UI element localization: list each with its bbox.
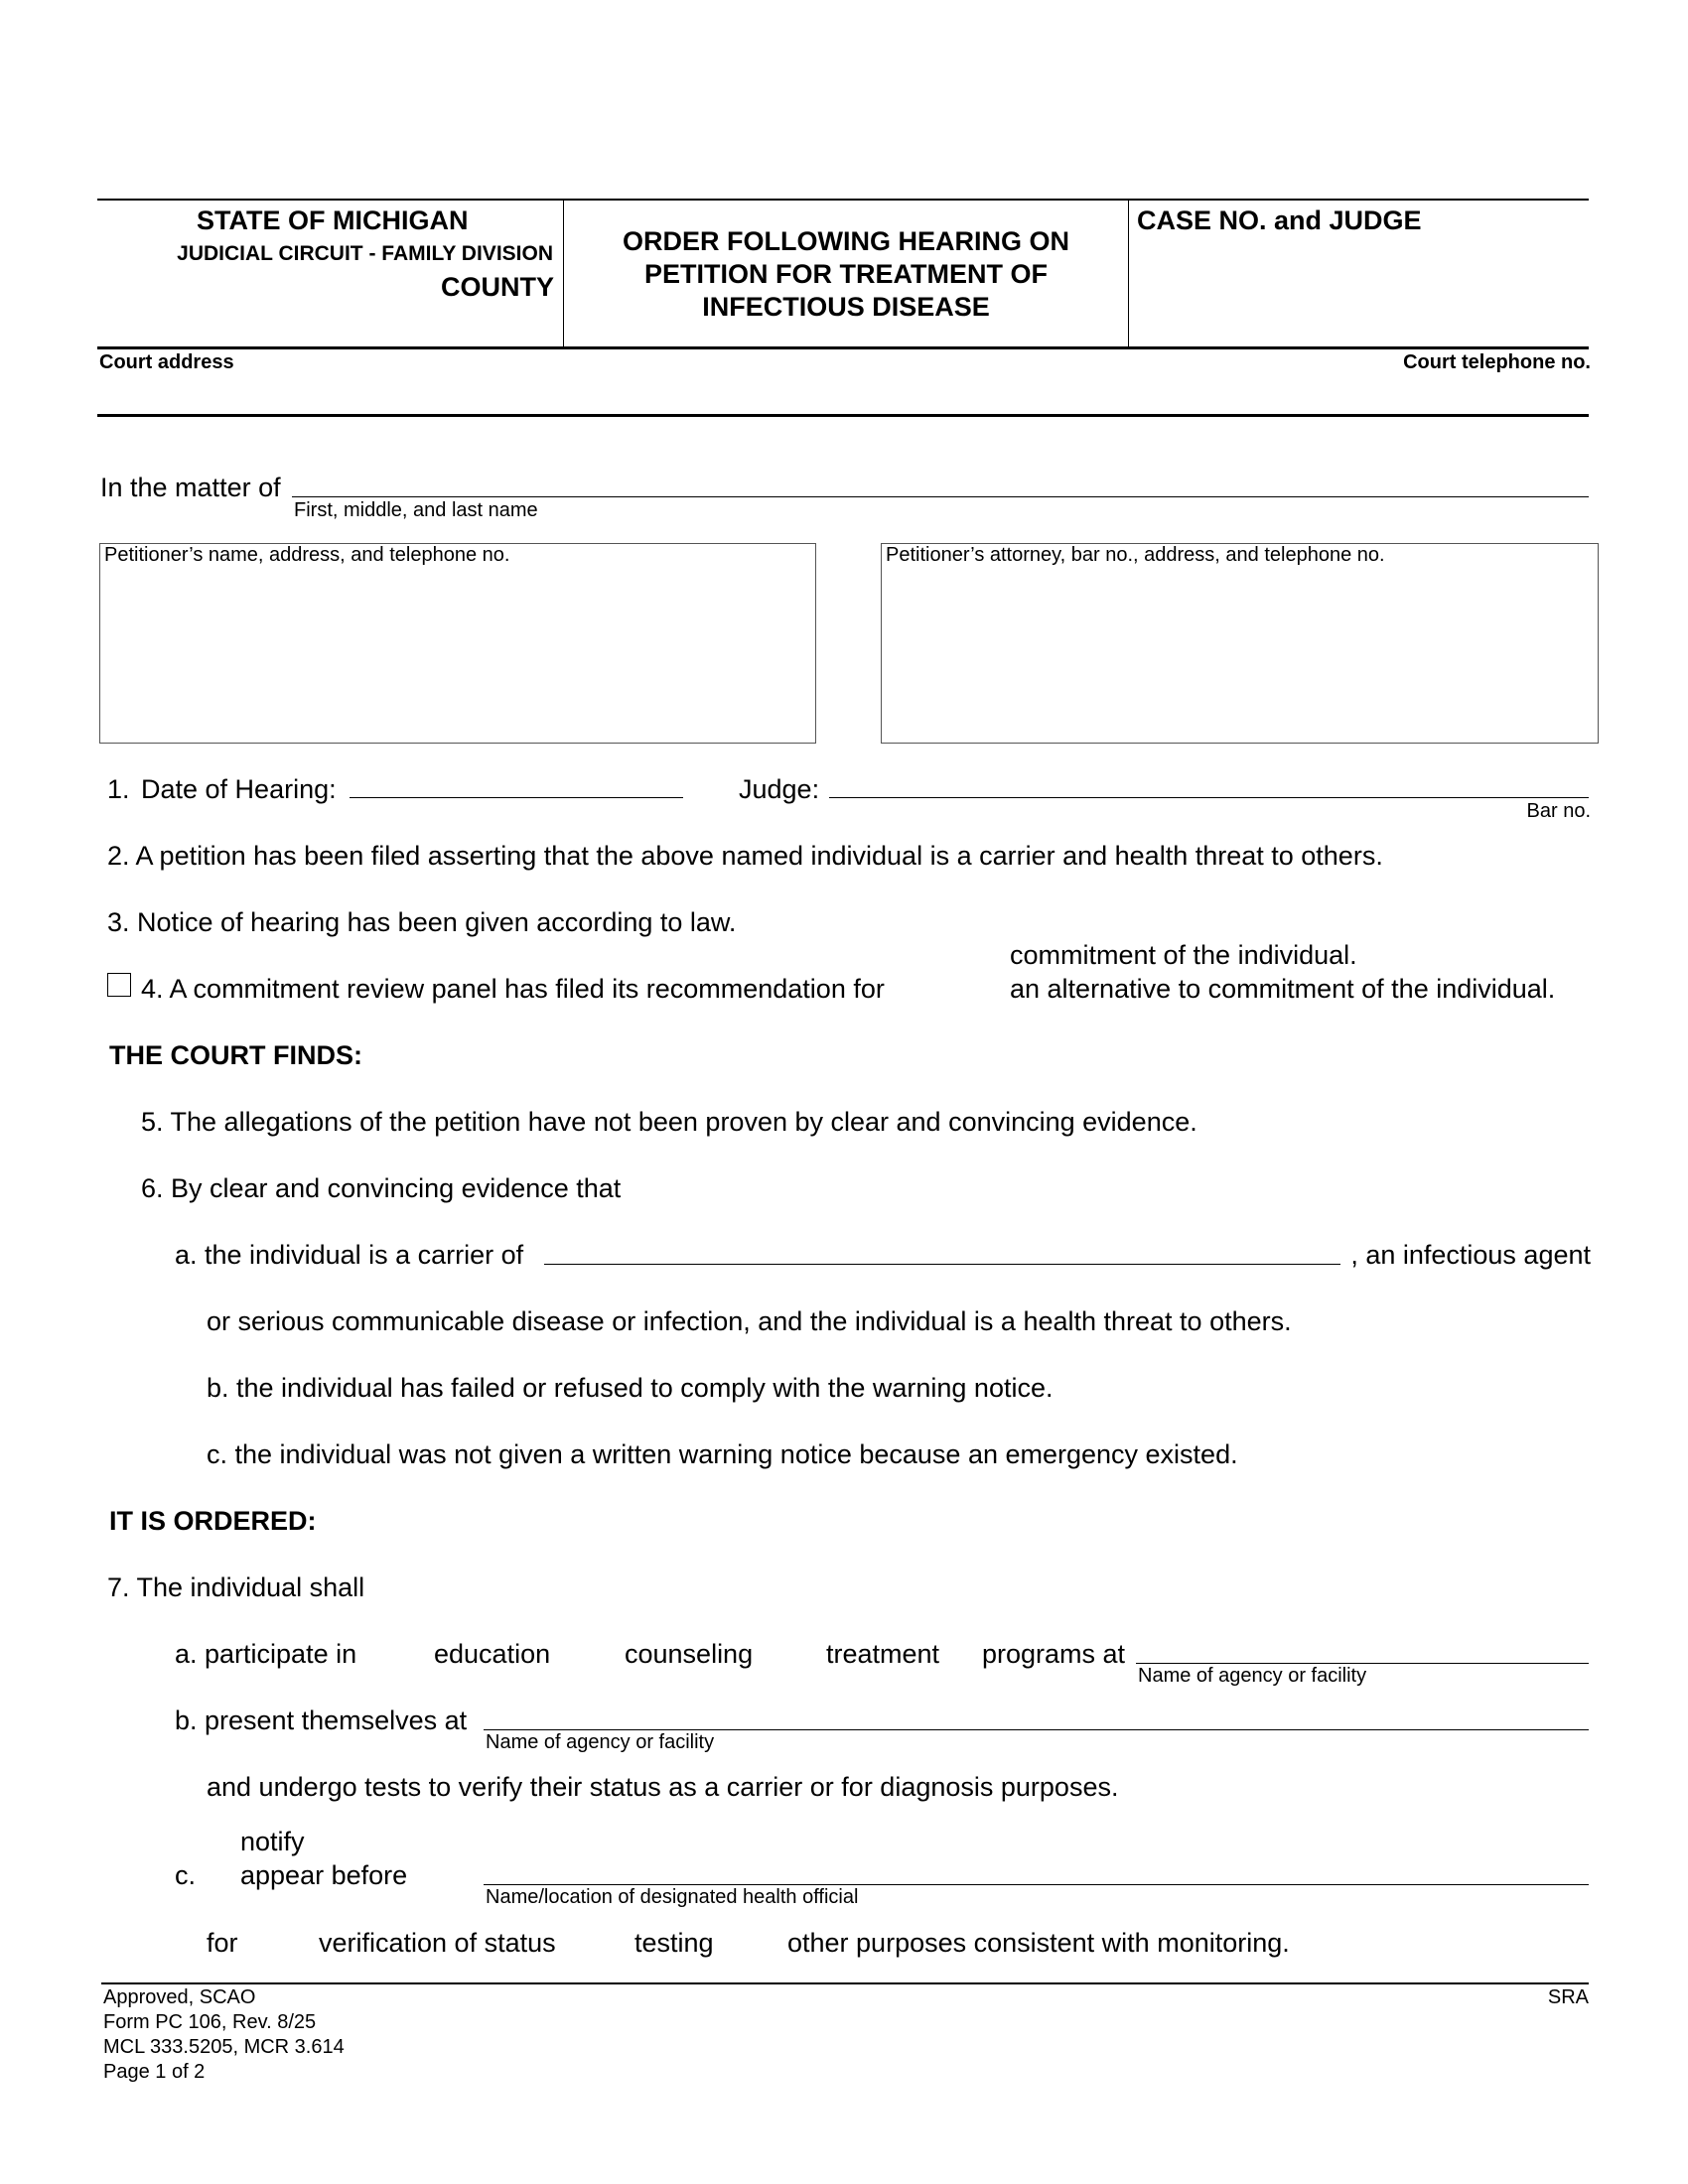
option-verification[interactable]: verification of status: [319, 1928, 556, 1958]
item-4-checkbox[interactable]: [107, 973, 131, 997]
health-official-caption: Name/location of designated health official: [486, 1886, 859, 1908]
petitioner-info-label: Petitioner’s name, address, and telephone no.: [104, 544, 510, 566]
footer-statute: MCL 333.5205, MCR 3.614: [103, 2036, 345, 2058]
item-7a-text: a. participate in: [175, 1639, 357, 1669]
option-counseling[interactable]: counseling: [625, 1639, 754, 1669]
item-7b-continued: and undergo tests to verify their status as a carrier or for diagnosis purposes.: [207, 1772, 1119, 1802]
footer-page-number: Page 1 of 2: [103, 2061, 206, 2083]
footer-form-number: Form PC 106, Rev. 8/25: [103, 2011, 317, 2033]
footer-sra: SRA: [1547, 1986, 1589, 2008]
item-7a-end: programs at: [982, 1639, 1126, 1669]
court-finds-heading: THE COURT FINDS:: [109, 1040, 362, 1070]
item-6c-text: c. the individual was not given a written warning notice because an emergency existed.: [207, 1439, 1238, 1469]
item-1-number: 1.: [107, 774, 130, 804]
item-4-text: 4. A commitment review panel has filed its recommendation for: [141, 974, 885, 1004]
infectious-agent-field[interactable]: [544, 1264, 1340, 1265]
ordered-heading: IT IS ORDERED:: [109, 1506, 317, 1536]
item-4-option-commitment[interactable]: commitment of the individual.: [1010, 940, 1357, 970]
item-6a-text: a. the individual is a carrier of: [175, 1240, 524, 1270]
option-appear-before[interactable]: appear before: [240, 1860, 408, 1890]
item-5-text: 5. The allegations of the petition have not been proven by clear and convincing evidence.: [141, 1107, 1197, 1137]
item-3-text: 3. Notice of hearing has been given according to law.: [107, 907, 737, 937]
health-official-field[interactable]: [484, 1884, 1589, 1885]
matter-label: In the matter of: [100, 473, 281, 502]
item-7c-for: for: [207, 1928, 238, 1958]
header-bottom-rule: [97, 346, 1589, 349]
program-agency-caption: Name of agency or facility: [1138, 1665, 1367, 1687]
footer-approved: Approved, SCAO: [103, 1986, 256, 2008]
court-address-rule: [97, 414, 1589, 417]
item-2-text: 2. A petition has been filed asserting that the above named individual is a carrier and health threat to others.: [107, 841, 1383, 871]
option-testing[interactable]: testing: [634, 1928, 714, 1958]
footer-rule: [101, 1982, 1589, 1984]
item-7b-text: b. present themselves at: [175, 1706, 468, 1735]
form-title-line-1: ORDER FOLLOWING HEARING ON: [623, 226, 1069, 256]
matter-name-field[interactable]: [292, 496, 1589, 497]
test-agency-caption: Name of agency or facility: [486, 1731, 715, 1753]
attorney-info-label: Petitioner’s attorney, bar no., address, and telephone no.: [886, 544, 1385, 566]
program-agency-field[interactable]: [1136, 1663, 1589, 1664]
test-agency-field[interactable]: [484, 1729, 1589, 1730]
petitioner-info-box[interactable]: [99, 543, 816, 744]
judge-label: Judge:: [739, 774, 820, 804]
county-label: COUNTY: [441, 272, 554, 302]
judge-field[interactable]: [829, 797, 1589, 798]
form-title-line-3: INFECTIOUS DISEASE: [702, 292, 990, 322]
state-name: STATE OF MICHIGAN: [197, 205, 469, 235]
bar-no-label: Bar no.: [1526, 800, 1591, 822]
option-notify[interactable]: notify: [240, 1827, 305, 1856]
option-education[interactable]: education: [434, 1639, 551, 1669]
matter-name-caption: First, middle, and last name: [294, 499, 538, 521]
header-top-rule: [97, 199, 1589, 201]
hearing-date-field[interactable]: [350, 797, 683, 798]
form-title-line-2: PETITION FOR TREATMENT OF: [644, 259, 1048, 289]
court-address-label: Court address: [99, 351, 234, 373]
item-7-text: 7. The individual shall: [107, 1572, 365, 1602]
option-treatment[interactable]: treatment: [826, 1639, 940, 1669]
case-no-label: CASE NO. and JUDGE: [1137, 205, 1422, 235]
court-division: JUDICIAL CIRCUIT - FAMILY DIVISION: [177, 242, 553, 265]
item-7c-letter: c.: [175, 1860, 197, 1890]
item-6a-end: , an infectious agent: [1350, 1240, 1591, 1270]
court-telephone-label: Court telephone no.: [1403, 351, 1591, 373]
hearing-date-label: Date of Hearing:: [141, 774, 337, 804]
header-divider-right: [1128, 200, 1129, 348]
item-4-option-alternative[interactable]: an alternative to commitment of the individual.: [1010, 974, 1556, 1004]
item-6-text: 6. By clear and convincing evidence that: [141, 1173, 622, 1203]
option-other-purposes[interactable]: other purposes consistent with monitoring.: [787, 1928, 1290, 1958]
item-6b-text: b. the individual has failed or refused to comply with the warning notice.: [207, 1373, 1054, 1403]
attorney-info-box[interactable]: [881, 543, 1599, 744]
item-6a-continued: or serious communicable disease or infection, and the individual is a health threat to others.: [207, 1306, 1292, 1336]
